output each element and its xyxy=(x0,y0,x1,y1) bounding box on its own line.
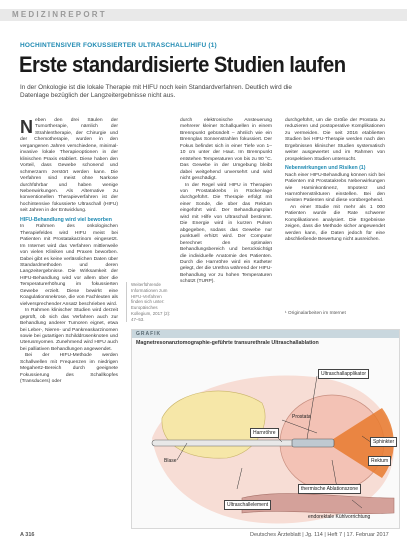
label-applicator: Ultraschallapplikator xyxy=(318,369,369,379)
label-cooling-device: endorektale Kühlvorrichtung xyxy=(308,514,371,520)
figure-title: Magnetresonanztomographie-geführte transurethrale Ultraschallablation xyxy=(136,340,319,346)
figure-box xyxy=(131,329,400,529)
paragraph: In Rahmen klinischer Studien wird derzeit geprüft, ob sich das Verfahren auch zur Behandlung anderer Tumoren eignet, etwa bei Leber-, Nieren- und Pankreaskarzinomen sowie bei gutartigen Schilddrüsenknoten und Uterusmyomen. Zunehmend wird HIFU auch bei palliativen Behandlungen angewendet. xyxy=(20,308,118,352)
label-thermal-zone: thermische Ablationszone xyxy=(298,484,361,494)
paragraph: Bei der HIFU-Methode werden Schallwellen mit Frequenzen im niedrigen Megahertz-Bereich durch geeignete Fokussierung des Schallkopfes (Transducers) oder xyxy=(20,353,118,385)
label-prostate: Prostata xyxy=(292,414,311,420)
applicator-head xyxy=(292,439,334,447)
article-lead: In der Onkologie ist die lokale Therapie mit HIFU noch kein Standardverfahren. Deutlich wird die Datenlage bezüglich der Langzeitergebnisse nicht aus. xyxy=(20,84,292,100)
paragraph: Nach einer HIFU-Behandlung können sich bei Patienten mit Prostatakrebs Nebenwirkungen wie Harninkontinenz, Impotenz und Harnröhrenstrikturen einstellen. Bei den meisten Patienten sind diese vorübergehend. xyxy=(285,172,385,204)
paragraph-text: eben den drei Säulen der Tumortherapie, nämlich der Strahlentherapie, der Chirurgie und der Chemotherapie, wurden in den vergangenen Jahren verschiedene, minimal-invasive lokale Therapieoptionen in der klinischen Praxis etabliert. Diese haben den Vorteil, dass Gewebe schonend und schmerzarm zerstört werden kann. Die Verfahren sind meist ohne Narkose durchführbar und haben wenige Nebenwirkungen. Als Alternative zu konventionellen Therapieverfahren ist der hochintensive fokussierte Ultraschall (HIFU) seit Jahren in der Entwicklung. xyxy=(20,118,118,214)
figure-tag-bar xyxy=(132,330,399,338)
figure-tag: GRAFIK xyxy=(136,331,162,337)
paragraph xyxy=(20,118,118,215)
paragraph: In Rahmen des onkologischen Therapiefeldes wird HIFU meist bei Patienten mit Prostatakarzinom eingesetzt. Im Internet wird das Verfahren mittlerweile von vielen Kliniken und Praxen beworben. Dabei gibt es keine verlässlichen Daten über Standardmethoden und deren Langzeitergebnisse. Die Wirksamkeit der HIFU-Behandlung wird vor allem über die Temperaturerhöhung im fokussierten Gewebe erzielt. Diese bewirkt eine Koagulationsnekrose, die von Fachleuten als vielversprechender Ansatz beschrieben wird. xyxy=(20,224,118,307)
label-ultrasound-element: Ultraschallelement xyxy=(224,500,271,510)
footnote: ¹ Originalarbeiten im Internet xyxy=(285,311,346,316)
subheading: HIFU-Behandlung wird viel beworben xyxy=(20,216,112,223)
article-title: Erste standardisierte Studien laufen xyxy=(19,52,346,77)
caption-rule xyxy=(126,282,127,322)
label-rectum: Rektum xyxy=(368,456,391,466)
section-label: MEDIZINREPORT xyxy=(12,10,107,19)
column-2 xyxy=(180,118,272,286)
label-urethra: Harnröhre xyxy=(250,428,279,438)
paragraph: durchgeführt, um die Größe der Prostata zu reduzieren und postoperative Komplikationen zu vermeiden. Die seit 2016 etablierten Studien bei HIFU-Therapie werden nach den Ergebnissen klinischer Studien systematisch weiter ausgewertet und im Rahmen von prospektiven Studien untersucht. xyxy=(285,118,385,162)
side-caption: Weiterführende Informationen zum HIFU-Verfahren finden sich unter: Europäisches Kollegium, 2017 (2): 47–53. xyxy=(131,282,171,322)
paragraph: durch elektronische Ansteuerung mehrerer kleiner Schallquellen in einem Brennpunkt gebündelt – ähnlich wie ein Brennglas Sonnenstrahlen fokussiert. Der Fokus befindet sich in einer Tiefe von 1–10 cm unter der Haut. Im Brennpunkt entstehen Temperaturen von bis zu 90 °C. Das Gewebe in der Umgebung bleibt dabei weitgehend unversehrt und wird nicht geschädigt. xyxy=(180,118,272,182)
paragraph: In der Regel wird HIFU in Therapien von Prostatakrebs in Rückenlage durchgeführt. Die Therapie erfolgt mit einer Sonde, die über das Rektum eingeführt wird. Der Behandlungsplan wird mit Hilfe von Ultraschall bestimmt. Die Energie wird in kurzen Pulsen abgegeben, sodass das Gewebe nur punktuell erhitzt wird. Der Computer berechnet den optimalen Behandlungsbereich und berücksichtigt die individuelle Anatomie des Patienten. Durch die Harnröhre wird ein Katheter gelegt, der die Urethra während der HIFU-Behandlung vor zu hohen Temperaturen schützt (TURP). xyxy=(180,182,272,285)
page-footer xyxy=(20,532,390,538)
article-kicker: HOCHINTENSIVER FOKUSSIERTER ULTRASCHALL/HIFU (1) xyxy=(20,42,217,49)
column-3 xyxy=(285,118,385,244)
column-1 xyxy=(20,118,118,386)
label-sphincter: Sphinkter xyxy=(370,437,397,447)
label-bladder: Blase xyxy=(164,458,177,464)
bladder-shape xyxy=(162,391,265,458)
page-number: A 316 xyxy=(20,532,35,538)
journal-info: Deutsches Ärzteblatt | Jg. 114 | Heft 7 | 17. Februar 2017 xyxy=(250,532,389,538)
drop-cap: N xyxy=(20,117,33,137)
subheading: Nebenwirkungen und Risiken (1) xyxy=(285,165,366,172)
paragraph: An einer Studie mit mehr als 1 000 Patienten wurde die Rate schwerer Komplikationen analysiert. Die Ergebnisse zeigen, dass die Methode sicher angewendet werden kann, die Daten jedoch für eine abschließende Bewertung nicht ausreichen. xyxy=(285,204,385,243)
